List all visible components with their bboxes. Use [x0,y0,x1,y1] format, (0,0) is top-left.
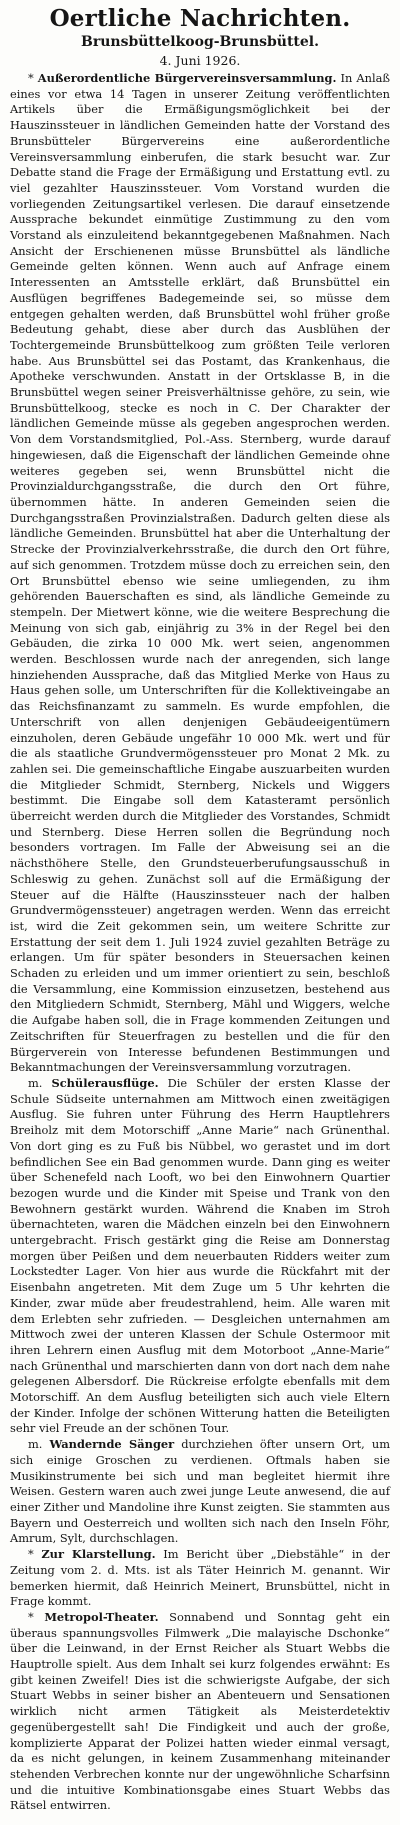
article-schuelerausfluege [10,1076,390,1437]
article-headline: Schülerausflüge. [51,1076,159,1090]
article-headline: Zur Klarstellung. [41,1547,156,1562]
article-body: In Anlaß eines vor etwa 14 Tagen in unserer Zeitung veröffentlichten Artikels über die Ermäßigungsmöglichkeit bei der Hauszinssteuer in ländlichen Gemeinden hatte der Vorstand des Brunsbütteler Bürgervereins eine außerordentliche Vereinsversammlung einberufen, die stark besucht war. Zur Debatte stand die Frage der Ermäßigung und Erstattung evtl. zu viel gezahlter Hauszinssteuer. Vom Vorstand wurden die vorliegenden Zeitungsartikel verlesen. Die darauf einsetzende Aussprache bekundet einmütige Zustimmung zu den vom Vorstand als einzuleitend bekanntgegebenen Maßnahmen. Nach Ansicht der Erschienenen müsse Brunsbüttel als ländliche Gemeinde gelten können. Wenn auch auf Anfrage einem Interessenten an Amtsstelle erklärt, daß Brunsbüttel ein Ausflügen begriffenes Badegemeinde sei, so müsse dem entgegen gehalten werden, daß Brunsbüttel wohl früher große Bedeutung gehabt, diese aber durch das Ausblühen der Tochtergemeinde Brunsbüttelkoog zum größten Teile verloren habe. Aus Brunsbüttel sei das Postamt, das Krankenhaus, die Apotheke verschwunden. Anstatt in der Ortsklasse B, in die Brunsbüttel wegen seiner Preisverhältnisse gehöre, zu sein, wie Brunsbüttelkoog, stecke es noch in C. Der Charakter der ländlichen Gemeinde müsse als gegeben angesprochen werden. Von dem Vorstandsmitglied, Pol.-Ass. Sternberg, wurde darauf hingewiesen, daß die Eigenschaft der ländlichen Gemeinde ohne weiteres gegeben sei, wenn Brunsbüttel nicht die Provinzialdurchgangsstraße, die durch den Ort führe, übernommen hätte. In anderen Gemeinden seien die Durchgangsstraßen Provinzialstraßen. Dadurch gelten diese als ländliche Gemeinden. Brunsbüttel hat aber die Unterhaltung der Strecke der Provinzialverkehrsstraße, die durch den Ort führe, auf sich genommen. Trotzdem müsse doch zu erreichen sein, den Ort Brunsbüttel ebenso wie seine umliegenden, zu ihm gehörenden Bauerschaften es sind, als ländliche Gemeinde zu stempeln. Der Mietwert könne, wie die weitere Besprechung die Meinung von sich gab, einjährig zu 3% in der Regel bei den Gebäuden, die zirka 10 000 Mk. wert seien, angenommen werden. Beschlossen wurde nach der anregenden, sich lange hinziehenden Aussprache, daß das Mitglied Merke von Haus zu Haus gehen solle, um Unterschriften für die Kollektiveingabe an das Reichsfinanzamt zu sammeln. Es wurde empfohlen, die Unterschrift von allen denjenigen Gebäudeeigentümern einzuholen, deren Gebäude ungefähr 10 000 Mk. wert und für die als staatliche Grundvermögenssteuer pro Monat 2 Mk. zu zahlen sei. Die gemeinschaftliche Eingabe auszuarbeiten wurden die Mitglieder Schmidt, Sternberg, Nickels und Wiggers bestimmt. Die Eingabe soll dem Katasteramt persönlich überreicht werden durch die Mitglieder des Vorstandes, Schmidt und Sternberg. Diese Herren sollen die Begründung noch besonders vortragen. Im Falle der Abweisung sei an die nächsthöhere Stelle, den Grundsteuerberufungsausschuß in Schleswig zu gehen. Zunächst soll auf die Ermäßigung der Steuer auf die Hälfte (Hauszinssteuer nach der halben Grundvermögenssteuer) angetragen werden. Wenn das erreicht ist, wird die Zeit gekommen sein, um weitere Schritte zur Erstattung der seit dem 1. Juli 1924 zuviel gezahlten Beträge zu erlangen. Um für später besonders in Steuersachen keinen Schaden zu erleiden und um immer orientiert zu sein, beschloß die Versammlung, eine Kommission einzusetzen, bestehend aus den Mitgliedern Schmidt, Sternberg, Mähl und Wiggers, welche die Aufgabe haben soll, die in Frage kommenden Zeitungen und Zeitschriften für Steuerfragen zu bestellen und die für den Bürgerverein von Interesse befundenen Bestimmungen und Bekanntmachungen der Vereinsversammlung vorzutragen. [10,71,390,1075]
article-body: durchziehen öfter unsern Ort, um sich einige Groschen zu verdienen. Oftmals haben sie Musikinstrumente bei sich und man begleitet hiermit ihre Weisen. Gestern waren auch zwei junge Leute anwesend, die auf einer Zither und Mandoline ihre Kunst zeigten. Sie stammten aus Bayern und Oesterreich und wollten sich nach den Inseln Föhr, Amrum, Sylt, durchschlagen. [10,1437,390,1546]
article-prefix: * [28,1609,45,1624]
locality-heading: Brunsbüttelkoog-Brunsbüttel. [81,34,319,50]
article-prefix: * [28,1547,42,1562]
issue-date: 4. Juni 1926. [159,53,241,68]
article-prefix: m. [28,1437,50,1452]
article-prefix: m. [28,1076,52,1090]
article-body: Im Bericht über „Diebstähle“ in der Zeitung vom 2. d. Mts. ist als Täter Heinrich M. genannt. Wir bemerken hiermit, daß Heinrich Meinert, Brunsbüttel, nicht in Frage kommt. [10,1547,390,1609]
article-headline: Metropol-Theater. [44,1609,159,1624]
section-title: Oertliche Nachrichten. [49,5,351,32]
article-buergerverein [10,71,390,1076]
article-prefix: * [28,71,38,85]
article-metropol-theater [10,1610,390,1814]
article-headline: Wandernde Sänger [49,1437,175,1452]
article-headline: Außerordentliche Bürgervereinsversammlung. [37,71,337,85]
article-klarstellung [10,1547,390,1610]
article-wandernde-saenger [10,1437,390,1547]
article-body: Die Schüler der ersten Klasse der Schule Südseite unternahmen am Mittwoch einen zweitägigen Ausflug. Sie fuhren unter Führung des Herrn Hauptlehrers Breiholz mit dem Motorschiff „Anne Marie“ nach Grünenthal. Von dort ging es zu Fuß bis Nübbel, wo gerastet und im dort befindlichen See ein Bad genommen wurde. Dann ging es weiter über Schenefeld nach Looft, wo bei den Einwohnern Quartier bezogen wurde und die Kinder mit Speise und Trank von den Bewohnern gestärkt wurden. Während die Knaben im Stroh übernachteten, waren die Mädchen einzeln bei den Einwohnern untergebracht. Frisch gestärkt ging die Reise am Donnerstag morgen über Peißen und dem neuerbauten Ridders weiter zum Lockstedter Lager. Von hier aus wurde die Rückfahrt mit der Eisenbahn angetreten. Mit dem Zuge um 5 Uhr kehrten die Kinder, zwar müde aber freudestrahlend, heim. Alle waren mit dem Erlebten sehr zufrieden. — Desgleichen unternahmen am Mittwoch zwei der unteren Klassen der Schule Ostermoor mit ihren Lehrern einen Ausflug mit dem Motorboot „Anne-Marie“ nach Grünenthal und marschierten dann von dort nach dem nahe gelegenen Albersdorf. Die Rückreise erfolgte ebenfalls mit dem Motorschiff. An dem Ausflug beteiligten sich auch viele Eltern der Kinder. Infolge der schönen Witterung hatten die Beteiligten sehr viel Freude an der schönen Tour. [10,1076,390,1436]
article-body: Sonnabend und Sonntag geht ein überaus spannungsvolles Filmwerk „Die malayische Dschonke“ über die Leinwand, in der Ernst Reicher als Stuart Webbs die Hauptrolle spielt. Aus dem Inhalt sei kurz folgendes erwähnt: Es gibt keinen Zweifel! Dies ist die schwierigste Aufgabe, der sich Stuart Webbs in seiner bisher an Abenteuern und Sensationen wirklich nicht armen Tätigkeit als Meisterdetektiv gegenübergestellt sah! Die Findigkeit und auch der große, komplizierte Apparat der Polizei hatten wieder einmal versagt, da es nicht gelungen, in keinem Zusammenhang miteinander stehenden Verbrechen konnte nur der ungewöhnliche Scharfsinn und die intuitive Kombinationsgabe eines Stuart Webbs das Rätsel entwirren. [10,1609,390,1813]
